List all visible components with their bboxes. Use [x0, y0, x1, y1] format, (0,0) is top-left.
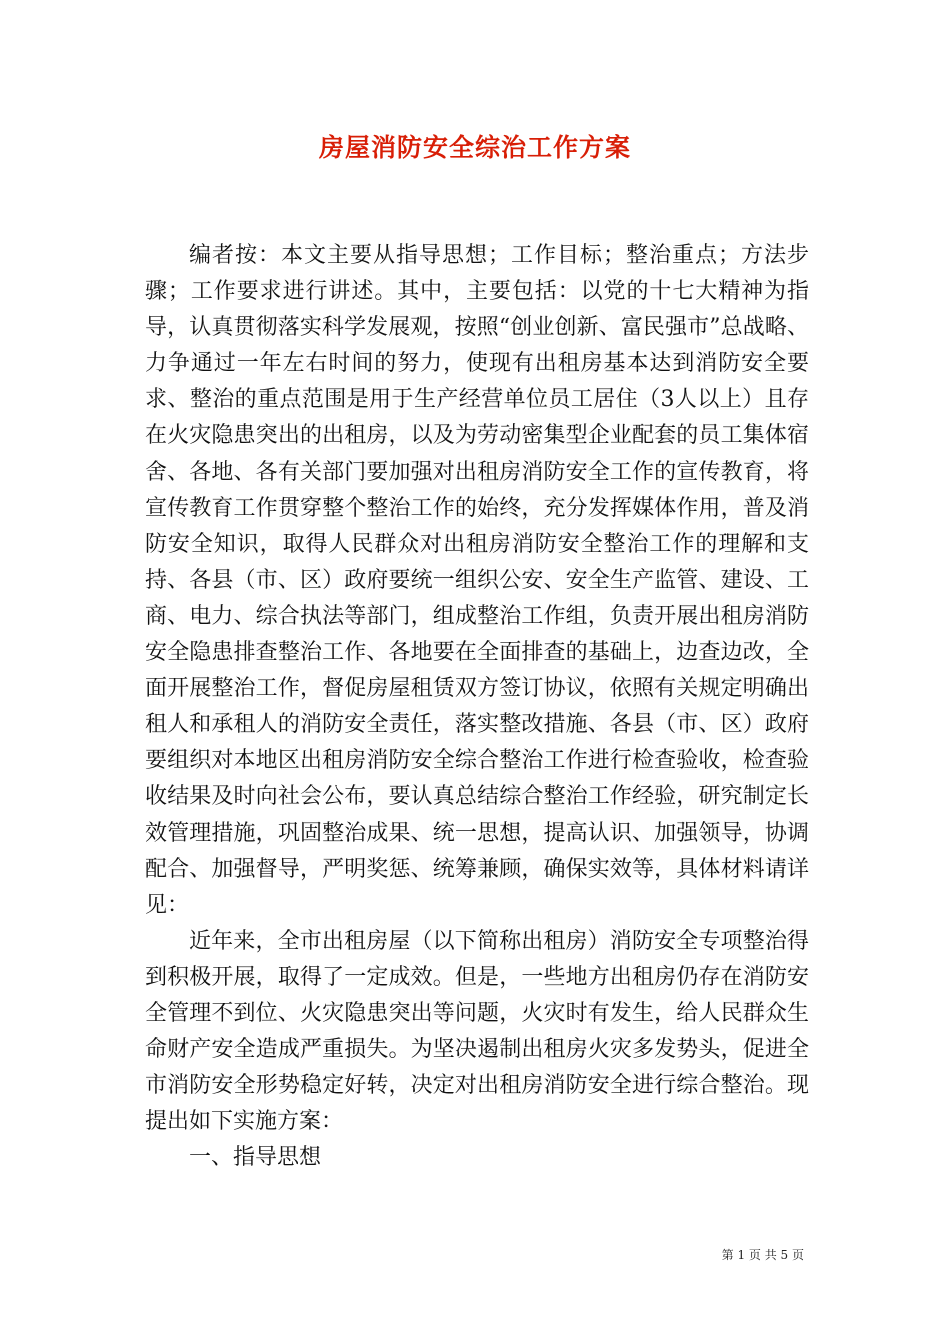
intro-paragraph: 近年来，全市出租房屋（以下简称出租房）消防安全专项整治得到积极开展，取得了一定成效。但是，一些地方出租房仍存在消防安全管理不到位、火灾隐患突出等问题，火灾时有发生，给人民群众生命财产安全造成严重损失。为坚决遏制出租房火灾多发势头，促进全市消防安全形势稳定好转，决定对出租房消防安全进行综合整治。现提出如下实施方案： — [145, 928, 809, 1135]
document-title: 房屋消防安全综治工作方案 — [318, 133, 631, 162]
editor-note-paragraph: 编者按：本文主要从指导思想；工作目标；整治重点；方法步骤；工作要求进行讲述。其中，主要包括：以党的十七大精神为指导，认真贯彻落实科学发展观，按照“创业创新、富民强市”总战略、力争通过一年左右时间的努力，使现有出租房基本达到消防安全要求、整治的重点范围是用于生产经营单位员工居住（3人以上）且存在火灾隐患突出的出租房，以及为劳动密集型企业配套的员工集体宿舍、各地、各有关部门要加强对出租房消防安全工作的宣传教育，将宣传教育工作贯穿整个整治工作的始终，充分发挥媒体作用，普及消防安全知识，取得人民群众对出租房消防安全整治工作的理解和支持、各县（市、区）政府要统一组织公安、安全生产监管、建设、工商、电力、综合执法等部门，组成整治工作组，负责开展出租房消防安全隐患排查整治工作、各地要在全面排查的基础上，边查边改，全面开展整治工作，督促房屋租赁双方签订协议，依照有关规定明确出租人和承租人的消防安全责任，落实整改措施、各县（市、区）政府要组织对本地区出租房消防安全综合整治工作进行检查验收，检查验收结果及时向社会公布，要认真总结综合整治工作经验，研究制定长效管理措施，巩固整治成果、统一思想，提高认识、加强领导，协调配合、加强督导，严明奖惩、统筹兼顾，确保实效等，具体材料请详见： — [145, 243, 809, 918]
section-heading: 一、指导思想 — [189, 1145, 322, 1171]
document-body — [145, 238, 809, 1176]
page-number-footer: 第 1 页 共 5 页 — [721, 1248, 804, 1262]
